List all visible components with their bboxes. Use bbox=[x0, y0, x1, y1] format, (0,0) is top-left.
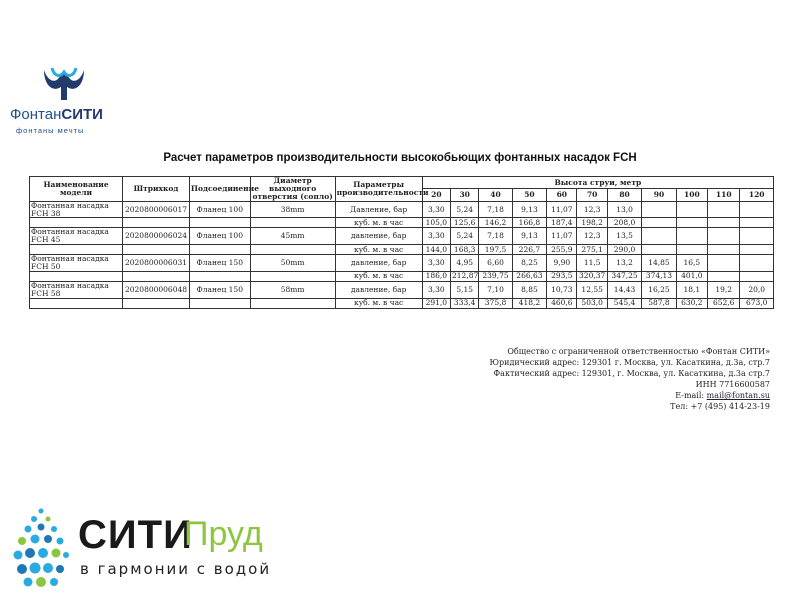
flow-value: 168,3 bbox=[451, 245, 479, 255]
pressure-value bbox=[708, 228, 740, 245]
barcode: 2020800006031 bbox=[123, 255, 190, 272]
flow-value: 212,87 bbox=[452, 271, 479, 281]
flow-value: 401,0 bbox=[676, 271, 707, 281]
flow-label: куб. м. в час bbox=[335, 245, 422, 255]
pressure-value: 5,24 bbox=[451, 201, 479, 218]
pressure-value: 13,2 bbox=[607, 255, 641, 272]
email-link[interactable]: mail@fontan.su bbox=[706, 391, 770, 400]
connection: Фланец 150 bbox=[189, 281, 250, 298]
flow-value: 290,0 bbox=[607, 245, 641, 255]
empty-cell bbox=[30, 218, 123, 228]
connection: Фланец 100 bbox=[189, 201, 250, 218]
flow-value: 226,7 bbox=[512, 245, 546, 255]
pressure-value: 19,2 bbox=[708, 281, 740, 298]
header-height-value: 120 bbox=[740, 189, 774, 201]
pressure-value bbox=[676, 228, 707, 245]
pressure-value bbox=[740, 255, 774, 272]
pressure-value bbox=[642, 228, 676, 245]
water-drop bbox=[14, 551, 23, 560]
pressure-label: Давление, бар bbox=[335, 201, 422, 218]
flow-value: 266,63 bbox=[512, 271, 546, 281]
brand-name: ФонтанСИТИ bbox=[10, 106, 103, 123]
flow-value bbox=[740, 218, 774, 228]
flow-value bbox=[676, 245, 707, 255]
water-drop bbox=[25, 548, 35, 558]
pressure-value: 9,13 bbox=[512, 228, 546, 245]
pressure-value: 7,18 bbox=[479, 201, 512, 218]
pressure-value: 12,3 bbox=[577, 201, 607, 218]
pressure-value: 14,85 bbox=[642, 255, 676, 272]
pressure-value: 5,15 bbox=[451, 281, 479, 298]
flow-value bbox=[708, 245, 740, 255]
pressure-value: 3,30 bbox=[422, 228, 450, 245]
water-drop bbox=[43, 563, 53, 573]
header-height-value: 30 bbox=[451, 189, 479, 201]
pressure-label: давление, бар bbox=[335, 228, 422, 245]
pressure-value bbox=[740, 228, 774, 245]
water-drop bbox=[39, 509, 44, 514]
flow-value: 239,75 bbox=[479, 271, 512, 281]
pressure-value: 9,90 bbox=[547, 255, 577, 272]
pressure-value: 10,73 bbox=[547, 281, 577, 298]
pressure-value: 11,07 bbox=[547, 201, 577, 218]
pressure-value: 13,0 bbox=[607, 201, 641, 218]
water-drop bbox=[44, 535, 52, 543]
model-name: Фонтанная насадка FCH 45 bbox=[30, 228, 123, 245]
flow-value: 146,2 bbox=[479, 218, 512, 228]
pressure-value: 3,30 bbox=[422, 255, 450, 272]
header-height-value: 40 bbox=[479, 189, 512, 201]
table-row bbox=[30, 218, 774, 228]
flow-label: куб. м. в час bbox=[335, 218, 422, 228]
flow-value bbox=[708, 218, 740, 228]
table-row bbox=[30, 201, 774, 218]
table-row bbox=[30, 271, 774, 281]
water-drop bbox=[56, 565, 64, 573]
pressure-value: 8,25 bbox=[512, 255, 546, 272]
flow-value: 652,6 bbox=[708, 298, 740, 308]
header-model: Наименование модели bbox=[30, 177, 123, 202]
header-height: Высота струи, метр bbox=[422, 177, 773, 189]
table-row bbox=[30, 228, 774, 245]
logo-word-city: СИТИ bbox=[78, 513, 193, 557]
header-height-value: 80 bbox=[607, 189, 641, 201]
header-connection: Подсоединение bbox=[189, 177, 250, 202]
flow-value: 587,8 bbox=[642, 298, 676, 308]
flow-value bbox=[642, 245, 676, 255]
water-drop bbox=[25, 526, 32, 533]
pressure-value: 16,25 bbox=[642, 281, 676, 298]
company-name: Общество с ограниченной ответственностью «Фонтан СИТИ» bbox=[507, 347, 770, 356]
empty-cell bbox=[123, 298, 190, 308]
pressure-value: 20,0 bbox=[740, 281, 774, 298]
flow-value: 291,0 bbox=[422, 298, 450, 308]
flow-value: 347,25 bbox=[607, 271, 641, 281]
city-prud-logo bbox=[8, 505, 308, 595]
pressure-value: 11,5 bbox=[577, 255, 607, 272]
pressure-value: 8,85 bbox=[512, 281, 546, 298]
pressure-value: 12,55 bbox=[577, 281, 607, 298]
diameter: 58mm bbox=[250, 281, 335, 298]
pressure-value bbox=[708, 255, 740, 272]
company-details bbox=[489, 346, 770, 412]
diameter: 45mm bbox=[250, 228, 335, 245]
pressure-label: давление, бар bbox=[335, 281, 422, 298]
flow-value: 630,2 bbox=[676, 298, 707, 308]
table-row bbox=[30, 245, 774, 255]
flow-value: 545,4 bbox=[607, 298, 641, 308]
flow-value: 333,4 bbox=[451, 298, 479, 308]
empty-cell bbox=[189, 271, 250, 281]
pressure-value: 3,30 bbox=[422, 201, 450, 218]
pressure-value: 14,43 bbox=[607, 281, 641, 298]
pressure-value bbox=[676, 201, 707, 218]
header-height-value: 90 bbox=[642, 189, 676, 201]
flow-value: 187,4 bbox=[547, 218, 577, 228]
flow-value: 293,5 bbox=[547, 271, 577, 281]
company-inn: ИНН 7716600587 bbox=[695, 380, 770, 389]
model-name: Фонтанная насадка FCH 38 bbox=[30, 201, 123, 218]
water-drop bbox=[31, 516, 37, 522]
flow-value: 460,6 bbox=[547, 298, 577, 308]
empty-cell bbox=[250, 298, 335, 308]
model-name: Фонтанная насадка FCH 58 bbox=[30, 281, 123, 298]
pressure-value: 13,5 bbox=[607, 228, 641, 245]
pressure-value: 18,1 bbox=[676, 281, 707, 298]
water-drop bbox=[17, 564, 27, 574]
header-height-value: 110 bbox=[708, 189, 740, 201]
empty-cell bbox=[250, 271, 335, 281]
barcode: 2020800006017 bbox=[123, 201, 190, 218]
water-drop bbox=[36, 577, 46, 587]
flow-value bbox=[676, 218, 707, 228]
logo-slogan: в гармонии с водой bbox=[80, 560, 272, 578]
flow-value bbox=[708, 271, 740, 281]
header-height-value: 20 bbox=[422, 189, 450, 201]
flow-value: 320,37 bbox=[577, 271, 607, 281]
empty-cell bbox=[189, 245, 250, 255]
pressure-value: 6,60 bbox=[479, 255, 512, 272]
pressure-value bbox=[708, 201, 740, 218]
fountain-logo-icon bbox=[40, 66, 88, 102]
pressure-value: 9,13 bbox=[512, 201, 546, 218]
water-drop bbox=[30, 563, 41, 574]
flow-value: 418,2 bbox=[512, 298, 546, 308]
logo-word-prud: Пруд bbox=[184, 515, 263, 553]
flow-value: 503,0 bbox=[577, 298, 607, 308]
pressure-label: давление, бар bbox=[335, 255, 422, 272]
empty-cell bbox=[30, 245, 123, 255]
flow-label: куб. м. в час bbox=[335, 271, 422, 281]
water-drop bbox=[31, 535, 40, 544]
flow-value: 673,0 bbox=[740, 298, 774, 308]
flow-value: 186,0 bbox=[422, 271, 450, 281]
pressure-value: 3,30 bbox=[422, 281, 450, 298]
table-row bbox=[30, 281, 774, 298]
empty-cell bbox=[123, 218, 190, 228]
flow-value: 105,0 bbox=[422, 218, 450, 228]
header-barcode: Штрихкод bbox=[123, 177, 190, 202]
header-height-value: 70 bbox=[577, 189, 607, 201]
empty-cell bbox=[250, 245, 335, 255]
brand-tagline: фонтаны мечты bbox=[16, 126, 85, 135]
water-drop bbox=[38, 548, 48, 558]
flow-value bbox=[642, 218, 676, 228]
flow-value: 275,1 bbox=[577, 245, 607, 255]
water-drop bbox=[63, 552, 69, 558]
connection: Фланец 100 bbox=[189, 228, 250, 245]
header-height-value: 60 bbox=[547, 189, 577, 201]
actual-address: Фактический адрес: 129301, г. Москва, ул. Касаткина, д.3а стр.7 bbox=[493, 369, 770, 378]
table-row bbox=[30, 298, 774, 308]
water-drop bbox=[50, 578, 58, 586]
water-drop bbox=[18, 537, 26, 545]
diameter: 50mm bbox=[250, 255, 335, 272]
water-drop bbox=[46, 517, 51, 522]
pressure-value: 5,24 bbox=[451, 228, 479, 245]
flow-value: 198,2 bbox=[577, 218, 607, 228]
water-drop bbox=[38, 524, 45, 531]
header-diameter: Диаметр выходного отверстия (сопло) bbox=[250, 177, 335, 202]
water-drop bbox=[24, 578, 33, 587]
flow-value: 125,6 bbox=[451, 218, 479, 228]
water-drops-icon bbox=[8, 505, 74, 591]
flow-value: 144,0 bbox=[422, 245, 450, 255]
flow-value bbox=[740, 245, 774, 255]
legal-address: Юридический адрес: 129301 г. Москва, ул. Касаткина, д.3а, стр.7 bbox=[489, 358, 770, 367]
empty-cell bbox=[30, 271, 123, 281]
pressure-value: 7,18 bbox=[479, 228, 512, 245]
pressure-value: 16,5 bbox=[676, 255, 707, 272]
empty-cell bbox=[30, 298, 123, 308]
empty-cell bbox=[123, 245, 190, 255]
flow-value: 197,5 bbox=[479, 245, 512, 255]
company-phone: Тел: +7 (495) 414-23-19 bbox=[670, 402, 770, 411]
flow-value: 375,8 bbox=[479, 298, 512, 308]
pressure-value bbox=[740, 201, 774, 218]
water-drop bbox=[57, 538, 64, 545]
flow-value: 255,9 bbox=[547, 245, 577, 255]
table-row bbox=[30, 255, 774, 272]
flow-label: куб. м. в час bbox=[335, 298, 422, 308]
empty-cell bbox=[189, 298, 250, 308]
water-drop bbox=[51, 526, 57, 532]
flow-value: 374,13 bbox=[642, 271, 676, 281]
water-drop bbox=[52, 549, 61, 558]
document-title: Расчет параметров производительности высокобьющих фонтанных насадок FCH bbox=[163, 152, 637, 164]
header-height-value: 100 bbox=[676, 189, 707, 201]
pressure-value: 7,10 bbox=[479, 281, 512, 298]
email-line: E-mail: mail@fontan.su bbox=[675, 391, 770, 400]
flow-value bbox=[740, 271, 774, 281]
nozzle-params-table bbox=[29, 176, 774, 309]
empty-cell bbox=[123, 271, 190, 281]
header-height-value: 50 bbox=[512, 189, 546, 201]
barcode: 2020800006048 bbox=[123, 281, 190, 298]
diameter: 38mm bbox=[250, 201, 335, 218]
model-name: Фонтанная насадка FCH 50 bbox=[30, 255, 123, 272]
pressure-value: 4,95 bbox=[451, 255, 479, 272]
empty-cell bbox=[189, 218, 250, 228]
pressure-value: 12,3 bbox=[577, 228, 607, 245]
header-params: Параметры производительности bbox=[335, 177, 422, 202]
fontan-city-logo bbox=[10, 66, 120, 136]
empty-cell bbox=[250, 218, 335, 228]
pressure-value: 11,07 bbox=[547, 228, 577, 245]
barcode: 2020800006024 bbox=[123, 228, 190, 245]
flow-value: 208,0 bbox=[607, 218, 641, 228]
pressure-value bbox=[642, 201, 676, 218]
flow-value: 166,8 bbox=[512, 218, 546, 228]
connection: Фланец 150 bbox=[189, 255, 250, 272]
